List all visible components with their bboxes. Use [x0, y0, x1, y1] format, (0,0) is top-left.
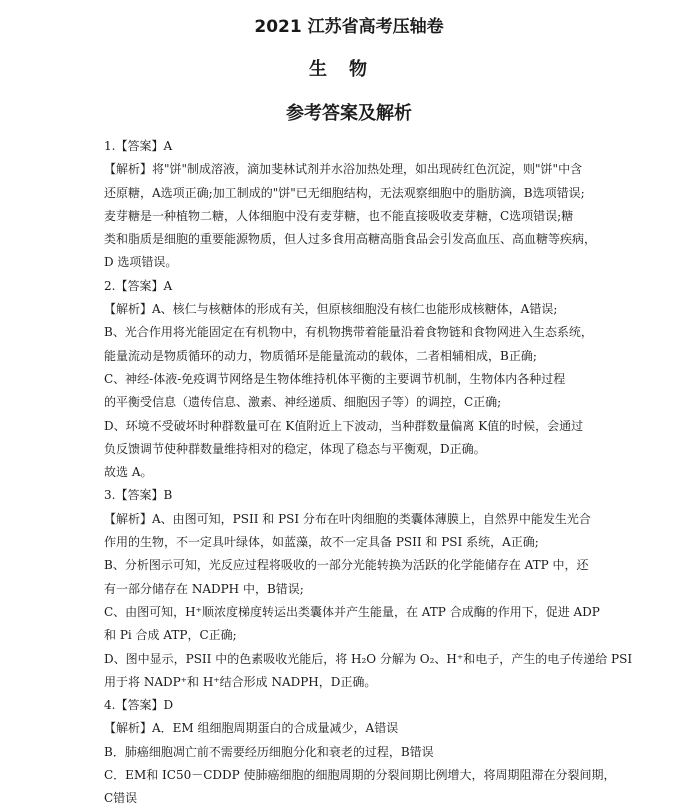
- exam-title: 2021 江苏省高考压轴卷: [254, 17, 444, 37]
- text-line: 【解析】A、由图可知，PSII 和 PSI 分布在叶肉细胞的类囊体薄膜上，自然界中能发生光合: [104, 511, 591, 526]
- text-line: B、光合作用将光能固定在有机物中，有机物携带着能量沿着食物链和食物网进入生态系统，: [104, 325, 593, 340]
- subject-title: 生物: [309, 59, 389, 80]
- text-line: 【解析】将"饼"制成溶液，滴加斐林试剂并水浴加热处理，如出现砖红色沉淀，则"饼"中含: [104, 162, 583, 177]
- text-line: C错误: [104, 791, 138, 806]
- answer-body: [104, 135, 644, 811]
- text-line: D、图中显示，PSII 中的色素吸收光能后，将 H₂O 分解为 O₂、H⁺和电子，产生的电子传递给 PSI: [104, 651, 633, 666]
- text-line: 还原糖，A选项正确;加工制成的"饼"已无细胞结构，无法观察细胞中的脂肪滴，B选项错误;: [104, 185, 585, 200]
- text-line: 4.【答案】D: [104, 698, 174, 713]
- text-line: 1.【答案】A: [104, 139, 173, 153]
- text-line: D、环境不受破坏时种群数量可在 K值附近上下波动，当种群数量偏离 K值的时候，会通过: [104, 418, 584, 433]
- text-line: B．肺癌细胞凋亡前不需要经历细胞分化和衰老的过程，B错误: [104, 744, 434, 759]
- text-line: 2.【答案】A: [104, 278, 173, 293]
- answer-heading: 参考答案及解析: [286, 103, 412, 124]
- text-line: C、神经-体液-免疫调节网络是生物体维持机体平衡的主要调节机制，生物体内各种过程: [104, 371, 566, 386]
- text-line: 能量流动是物质循环的动力，物质循环是能量流动的载体，二者相辅相成，B正确;: [104, 348, 537, 363]
- text-line: 作用的生物，不一定具叶绿体，如蓝藻，故不一定具备 PSII 和 PSI 系统，A正确;: [104, 535, 539, 550]
- text-line: 【解析】A．EM 组细胞周期蛋白的合成量减少，A错误: [104, 721, 399, 736]
- text-line: D 选项错误。: [104, 255, 178, 270]
- text-line: 麦芽糖是一种植物二糖，人体细胞中没有麦芽糖，也不能直接吸收麦芽糖，C选项错误;糖: [104, 208, 574, 223]
- text-line: 和 Pi 合成 ATP，C正确;: [104, 628, 237, 643]
- text-line: 【解析】A、核仁与核糖体的形成有关，但原核细胞没有核仁也能形成核糖体，A错误;: [104, 302, 558, 317]
- text-line: 故选 A。: [104, 465, 153, 480]
- text-line: 3.【答案】B: [104, 488, 173, 503]
- text-line: C．EM和 IC50－CDDP 使肺癌细胞的细胞周期的分裂间期比例增大，将周期阻滞在分裂间期，: [104, 768, 616, 783]
- text-line: C、由图可知，H⁺顺浓度梯度转运出类囊体并产生能量，在 ATP 合成酶的作用下，促进 ADP: [104, 604, 600, 619]
- text-line: 的平衡受信息（遗传信息、激素、神经递质、细胞因子等）的调控，C正确;: [104, 395, 502, 410]
- text-line: 用于将 NADP⁺和 H⁺结合形成 NADPH，D正确。: [104, 674, 377, 689]
- text-line: B、分析图示可知，光反应过程将吸收的一部分光能转换为活跃的化学能储存在 ATP 中，还: [104, 558, 589, 573]
- text-line: 负反馈调节使种群数量维持相对的稳定，体现了稳态与平衡观，D正确。: [104, 441, 486, 456]
- text-line: 有一部分储存在 NADPH 中，B错误;: [104, 581, 304, 596]
- text-line: 类和脂质是细胞的重要能源物质，但人过多食用高糖高脂食品会引发高血压、高血糖等疾病，: [104, 232, 597, 247]
